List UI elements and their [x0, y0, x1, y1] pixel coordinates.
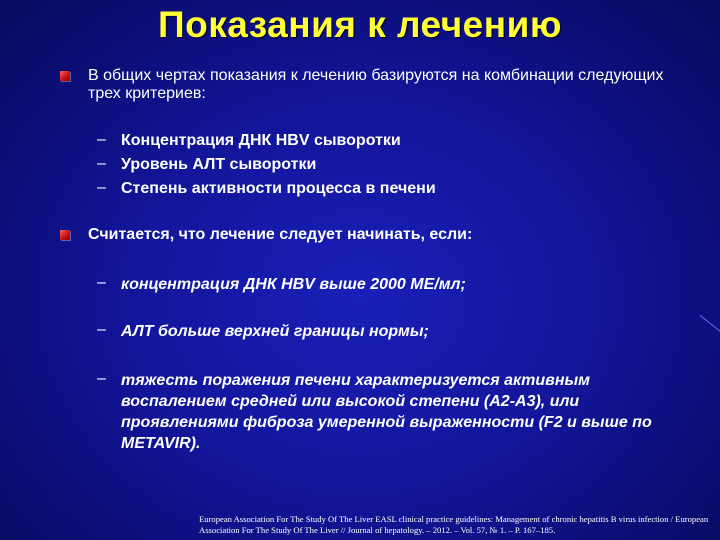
subitem-dna-threshold	[97, 274, 680, 295]
subitem-activity-degree	[97, 179, 680, 199]
dash-icon: –	[97, 321, 106, 338]
subitem-liver-damage	[97, 370, 680, 454]
square-bullet-icon	[60, 230, 70, 240]
bullet-text: Считается, что лечение следует начинать, если:	[88, 226, 473, 243]
dash-icon: –	[97, 179, 106, 196]
decorative-line	[700, 315, 720, 334]
subitem-text: Степень активности процесса в печени	[121, 180, 436, 197]
reference-citation: European Association For The Study Of The Liver EASL clinical practice guidelines: Management of chronic hepatitis B virus infection / European Association For The Study Of The Liver // Journal of hepatology. – 2012. – Vol. 57, № 1. – P. 167–185.	[199, 514, 709, 535]
bullet-criteria	[60, 67, 680, 103]
subitem-text: тяжесть поражения печени характеризуется активным воспалением средней или высокой степени (А2-А3), или проявлениями фиброза умеренной выраженности (F2 и выше по METAVIR).	[121, 372, 652, 452]
bullet-start-conditions	[60, 226, 680, 244]
bullet-text: В общих чертах показания к лечению базируются на комбинации следующих трех критериев:	[88, 67, 664, 102]
dash-icon: –	[97, 155, 106, 172]
subitem-text: Уровень АЛТ сыворотки	[121, 156, 317, 173]
square-bullet-icon	[60, 71, 70, 81]
slide-title: Показания к лечению	[158, 4, 562, 45]
subitem-dna-concentration	[97, 131, 680, 151]
dash-icon: –	[97, 131, 106, 148]
subitem-alt-level	[97, 155, 680, 175]
subitem-alt-threshold	[97, 321, 680, 342]
subitem-text: АЛТ больше верхней границы нормы;	[121, 323, 429, 340]
subitem-text: Концентрация ДНК HBV сыворотки	[121, 132, 401, 149]
dash-icon: –	[97, 274, 106, 291]
dash-icon: –	[97, 370, 106, 387]
subitem-text: концентрация ДНК HBV выше 2000 МЕ/мл;	[121, 276, 466, 293]
